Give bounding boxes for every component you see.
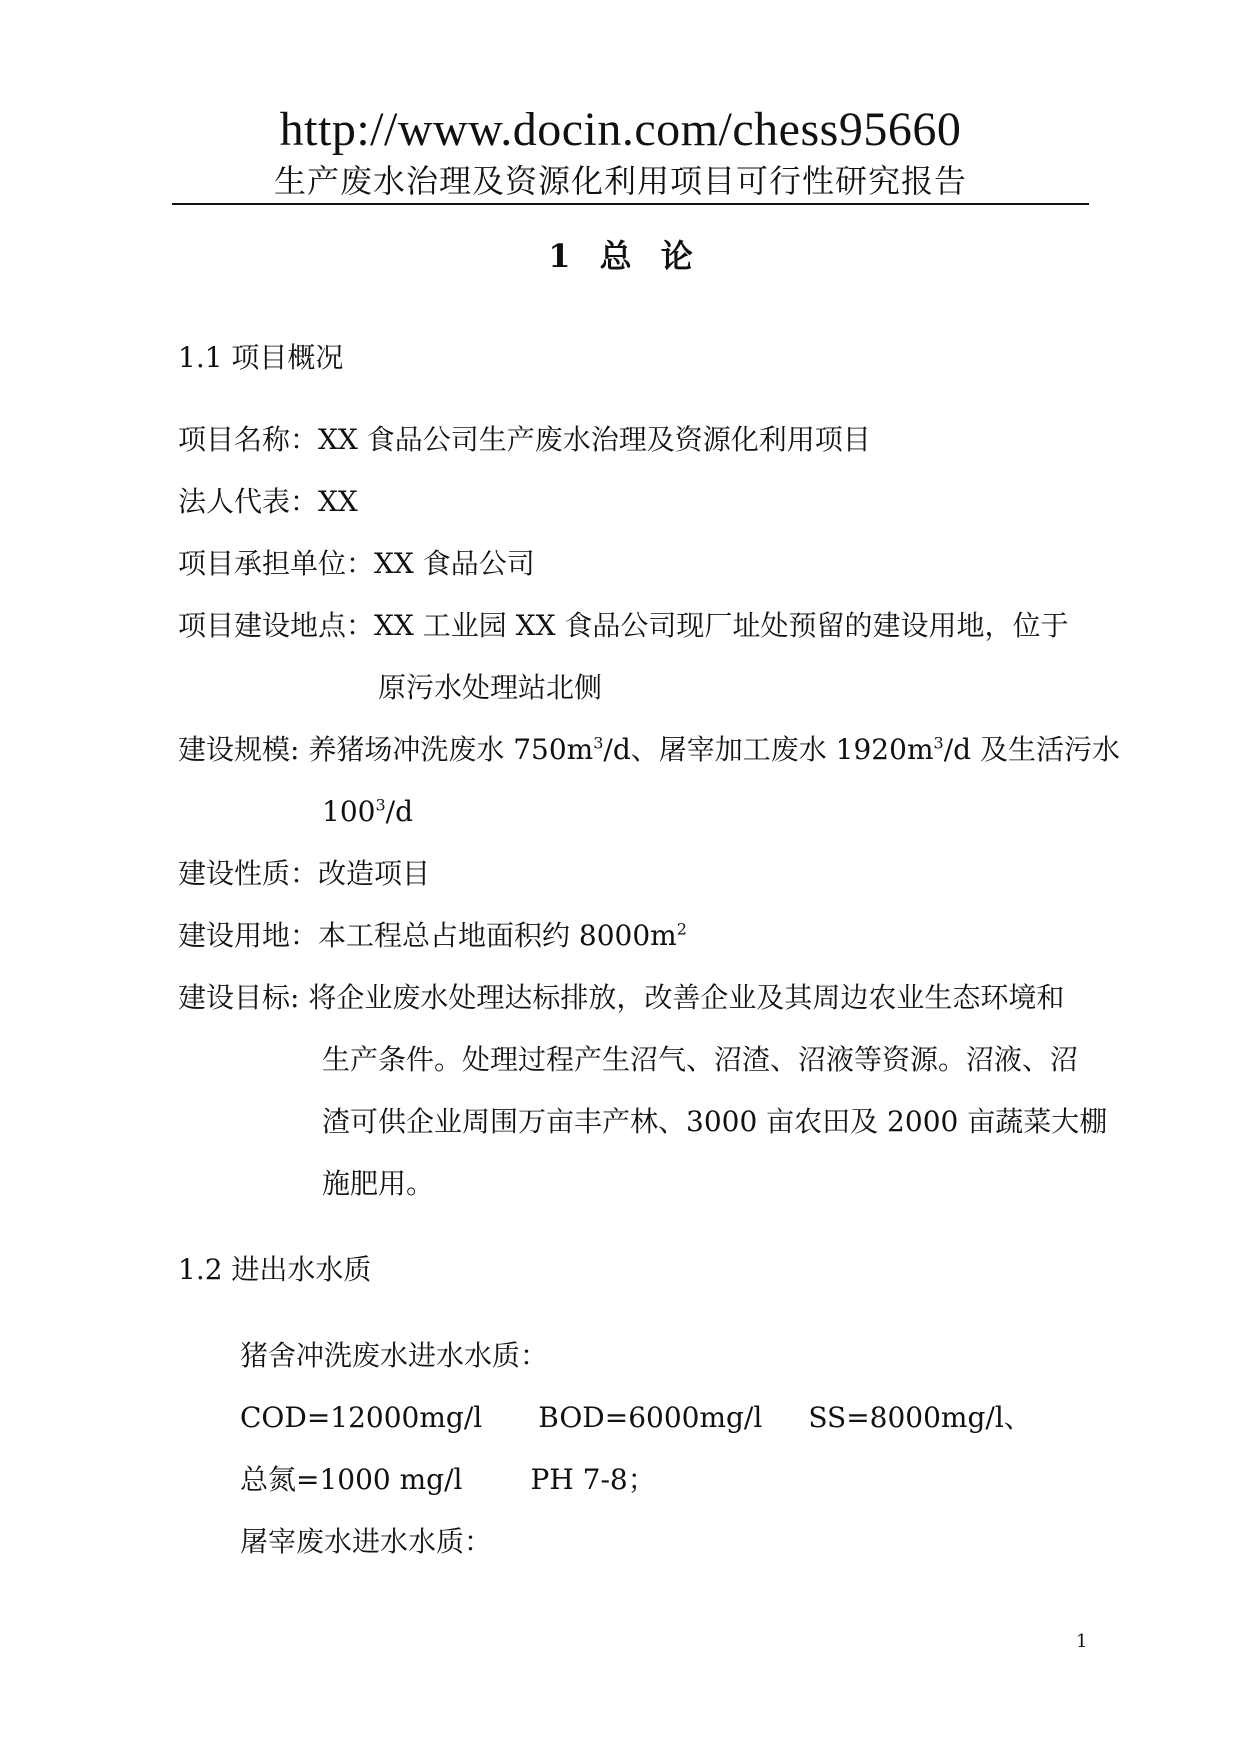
chapter-title: 1 总 论 <box>548 237 693 275</box>
scale-text-2: /d、屠宰加工废水 1920m <box>603 733 934 766</box>
undertaking-unit-line: 项目承担单位：XX 食品公司 <box>178 547 535 580</box>
section-heading-1-1: 1.1 项目概况 <box>178 341 344 374</box>
section-heading-1-2: 1.2 进出水水质 <box>178 1253 372 1286</box>
scale-text-3: /d 及生活污水 <box>943 733 1120 766</box>
land-sup: 2 <box>676 919 687 939</box>
page-number: 1 <box>1076 1631 1088 1652</box>
header-report-title: 生产废水治理及资源化利用项目可行性研究报告 <box>273 162 967 200</box>
construction-goal-line-1: 建设目标: 将企业废水处理达标排放，改善企业及其周边农业生态环境和 <box>178 981 1065 1014</box>
scale-line2-text: 100 <box>322 795 376 828</box>
pig-wastewater-quality-line-1 <box>240 1398 1032 1438</box>
project-name-line: 项目名称：XX 食品公司生产废水治理及资源化利用项目 <box>178 423 871 456</box>
construction-scale-line-1 <box>178 730 1120 770</box>
scale-text-1: 建设规模: 养猪场冲洗废水 750m <box>178 733 594 766</box>
pig-wastewater-title: 猪舍冲洗废水进水水质： <box>240 1339 549 1372</box>
scale-line2-unit: /d <box>385 795 413 828</box>
scale-line2-sup: 3 <box>375 795 386 815</box>
construction-site-line-1: 项目建设地点：XX 工业园 XX 食品公司现厂址处预留的建设用地，位于 <box>178 609 1069 642</box>
construction-goal-line-3: 渣可供企业周围万亩丰产林、3000 亩农田及 2000 亩蔬菜大棚 <box>322 1105 1108 1138</box>
header-url: http://www.docin.com/chess95660 <box>279 103 962 156</box>
slaughter-wastewater-title: 屠宰废水进水水质： <box>240 1525 493 1558</box>
scale-sup-1: 3 <box>593 733 604 753</box>
legal-representative-line: 法人代表：XX <box>178 485 358 518</box>
construction-goal-line-4: 施肥用。 <box>322 1167 435 1200</box>
land-text: 建设用地：本工程总占地面积约 8000m <box>178 919 677 952</box>
pig-ph: PH 7-8； <box>530 1463 656 1496</box>
scale-sup-2: 3 <box>933 733 944 753</box>
pig-bod: BOD=6000mg/l <box>538 1401 763 1434</box>
construction-scale-line-2 <box>322 792 413 832</box>
construction-goal-line-2: 生产条件。处理过程产生沼气、沼渣、沼液等资源。沼液、沼 <box>322 1043 1079 1076</box>
construction-land-line <box>178 916 687 956</box>
construction-site-line-2: 原污水处理站北侧 <box>378 671 603 704</box>
pig-total-nitrogen: 总氮=1000 mg/l <box>240 1463 463 1496</box>
pig-cod: COD=12000mg/l <box>240 1401 483 1434</box>
construction-nature-line: 建设性质：改造项目 <box>178 857 431 890</box>
pig-ss: SS=8000mg/l、 <box>808 1401 1032 1434</box>
pig-wastewater-quality-line-2 <box>240 1460 656 1500</box>
header-divider <box>172 203 1089 205</box>
